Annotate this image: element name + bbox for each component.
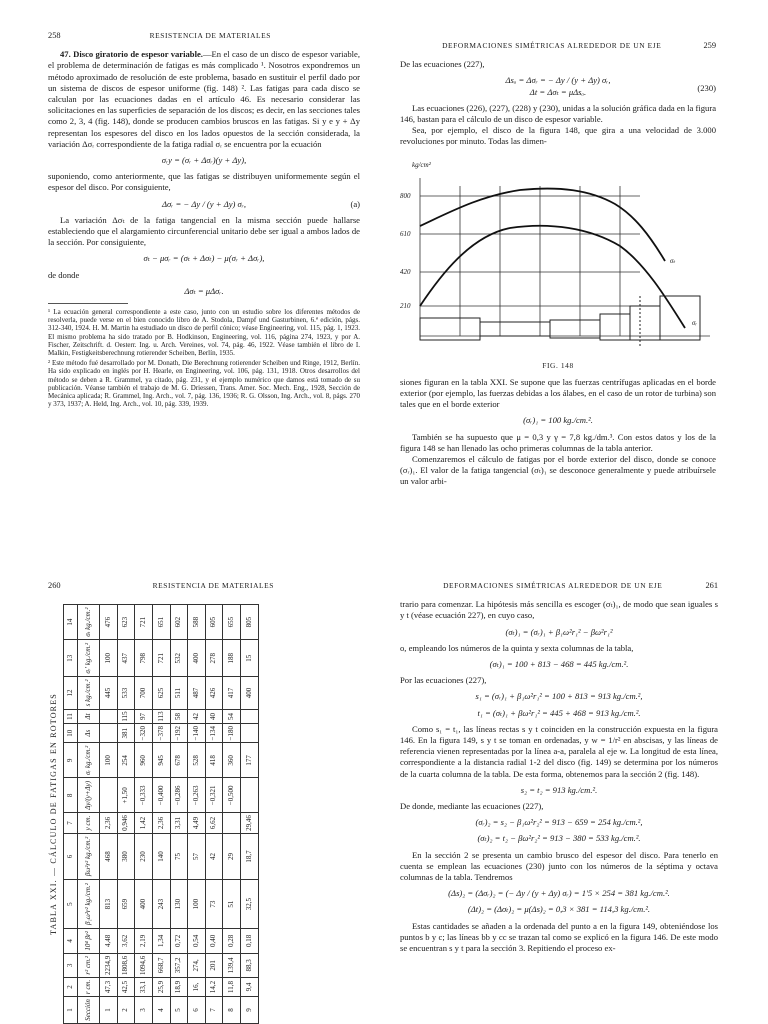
paragraph: Como s₁ = t₁, las líneas rectas s y t coinciden en la construcción expuesta en la figura 146. En la figura 149, s y t se toman en ordenadas, y w = 1/r² en abscisas, y las líneas de referencia vienen representadas por la línea a-a, paralela al eje w. La longitud de esta línea, correspondiente a la distancia radial 1-2 del disco (fig. 149) se determina por los números de la cuarta columna de la tabla. De esta forma, obtenemos para la sección 2 (fig. 148). [400,723,718,779]
table-cell: −0,500 [223,778,241,813]
table-row [152,605,170,1024]
table-cell: 4,48 [100,929,118,954]
y-tick: 210 [400,301,411,310]
equation-group [400,75,716,97]
equation: (σₜ)₁ = 100 + 813 − 468 = 445 kg./cm.². [489,659,629,670]
table-cell: 25,9 [152,977,170,996]
stress-diagram [400,156,716,356]
table-row [205,605,223,1024]
table-cell: 1,34 [152,929,170,954]
page-258 [48,30,360,506]
table-cell: 42 [188,709,206,723]
table-cell: 11,8 [223,977,241,996]
header-title: DEFORMACIONES SIMÉTRICAS ALREDEDOR DE UN EJE [443,581,663,590]
column-header: σᵣ' kg./cm.² [78,640,100,677]
column-header: y cm. [78,813,100,833]
equation: t₁ = (σₜ)₁ + βω²r₁² = 445 + 468 = 913 kg./cm.². [477,707,641,718]
footnote-rule [48,303,128,304]
table-cell [100,724,118,743]
grid [420,178,710,336]
equation-number: (230) [697,83,716,94]
running-header [48,30,360,41]
table-cell: 476 [100,605,118,640]
table-cell: 6 [188,996,206,1023]
table-cell: 73 [205,880,223,929]
table-cell: 100 [100,640,118,677]
table-cell: 18,9 [170,977,188,996]
table-cell: 659 [117,880,135,929]
equation: (Δs)₂ = (Δσᵣ)₂ = (− Δy / (y + Δy) σᵣ) = 1'5 × 254 = 381 kg./cm.². [448,888,670,899]
table-cell: −134 [205,724,223,743]
paragraph-text: —En el caso de un disco de espesor variable, el problema de determinación de fatigas es más complicado ¹. Nosotros expondremos un método aproximado de resolución de este problema, basado en sustituir el perfil dado por un sistema de discos de espesor uniforme (fig. 148) ². Las fatigas para cada disco se calculan por las ecuaciones dadas en el artículo 46. Es necesario considerar las solicitaciones en las superficies de separación de los discos; es decir, en las secciones tales como 2, 3, 4 (fig. 148), donde se producen cambios bruscos en las fatigas. Si y e y + Δy representan los espesores del disco en los lados opuestos de la sección considerada, la variación Δσᵣ correspondiente de la fatiga radial σᵣ se encuentra por la ecuación [48,49,360,149]
running-header [48,580,366,591]
column-header-row [78,605,100,1024]
table-cell: −0,286 [170,778,188,813]
table-cell: 418 [205,743,223,778]
table-cell: 177 [240,743,258,778]
table-cell: 5 [170,996,188,1023]
paragraph: o, empleando los números de la quinta y sexta columnas de la tabla, [400,642,634,653]
table-cell: 88,3 [240,953,258,977]
equation [48,199,360,210]
equation: (σₜ)₂ = t₂ − βω²r₂² = 913 − 380 = 533 kg./cm.². [477,833,641,844]
table-cell: 57 [188,833,206,879]
paragraph: suponiendo, como anteriormente, que las fatigas se distribuyen uniformemente según el espesor del disco. Por consiguiente, [48,171,360,193]
table-cell: 16, [188,977,206,996]
column-header: Δt [78,709,100,723]
column-header: r² cm.² [78,953,100,977]
table-cell [240,724,258,743]
table-cell: 54 [223,709,241,723]
table-cell [240,778,258,813]
table-title: TABLA XXI. — CÁLCULO DE FATIGAS EN ROTORES [49,693,58,935]
table-cell: 2 [117,996,135,1023]
figure-148 [400,156,716,356]
equation-body: Δσᵣ = − Δy / (y + Δy) σᵣ, [161,198,247,209]
paragraph: De donde, mediante las ecuaciones (227), [400,801,544,812]
table-cell: 243 [152,880,170,929]
table-cell: 798 [135,640,153,677]
section-number: 47. [60,49,71,60]
equation: Δσₜ = μΔσᵣ. [184,285,224,296]
table-cell: 278 [205,640,223,677]
header-title: DEFORMACIONES SIMÉTRICAS ALREDEDOR DE UN EJE [442,41,662,50]
table-row [223,605,241,1024]
column-header: βω²r² kg./cm.² [78,833,100,879]
table-cell: 51 [223,880,241,929]
paragraph: trario para comenzar. La hipótesis más sencilla es escoger (σₜ)₁, de modo que sean iguales s y t (véase ecuación 227), en cuyo caso, [400,599,718,621]
table-cell: 651 [152,605,170,640]
table-cell: 4 [152,996,170,1023]
paragraph: de donde [48,269,80,280]
table-cell: 528 [188,743,206,778]
column-number: 4 [64,929,78,954]
table-cell: 655 [223,605,241,640]
table-cell: 139,4 [223,953,241,977]
table-cell: 75 [170,833,188,879]
table-cell: 721 [152,640,170,677]
table-cell: +1,50 [117,778,135,813]
table-cell: 14,2 [205,977,223,996]
table-cell: 254 [117,743,135,778]
table-cell: 602 [170,605,188,640]
table-row [135,605,153,1024]
header-title: RESISTENCIA DE MATERIALES [149,31,271,40]
table-cell: 588 [188,605,206,640]
paragraph: Sea, por ejemplo, el disco de la figura 148, que gira a una velocidad de 3.000 revoluciones por minuto. Todas las dimen- [400,125,716,147]
table-cell: 130 [170,880,188,929]
table-cell: −0,400 [152,778,170,813]
page-259 [400,40,716,510]
table-cell: 805 [240,605,258,640]
column-number: 12 [64,677,78,710]
running-header [400,40,716,51]
table-cell: 100 [188,880,206,929]
table-cell: 201 [205,953,223,977]
table-cell: 511 [170,677,188,710]
y-tick: 420 [400,267,411,276]
column-number: 3 [64,953,78,977]
tangential-stress-curve [420,188,665,260]
table-cell: 8 [223,996,241,1023]
table-cell: 33,1 [135,977,153,996]
table-cell: 426 [205,677,223,710]
table-cell: 0,18 [240,929,258,954]
table-cell: 0,40 [205,929,223,954]
table-cell: −192 [170,724,188,743]
table-cell: 3 [135,996,153,1023]
table-row [240,605,258,1024]
table-row [170,605,188,1024]
equation: s₂ = t₂ = 913 kg./cm.². [520,784,598,795]
table-cell: −180 [223,724,241,743]
column-number: 2 [64,977,78,996]
table-cell: 15 [240,640,258,677]
table-cell: 9,4 [240,977,258,996]
table-row [188,605,206,1024]
paragraph: Estas cantidades se añaden a la ordenada del punto a en la figura 149, obteniéndose los puntos b y c; las líneas bb y cc se trazan tal como se explicó en la figura 146. De este modo se encuentran s y t para la sección 3. Repitiendo el proceso ex- [400,920,718,954]
table-cell [240,709,258,723]
table-cell: 2,36 [152,813,170,833]
page-number: 258 [48,31,61,40]
table-row [117,605,135,1024]
table-container [48,604,366,1024]
table-cell: −378 [152,724,170,743]
table-cell: 4,49 [188,813,206,833]
y-tick: 610 [400,229,411,238]
paragraph [48,49,360,150]
table-cell: 2234,9 [100,953,118,977]
table-cell: 140 [152,833,170,879]
section-title: Disco giratorio de espesor variable. [73,49,203,60]
figure-caption: FIG. 148 [542,360,574,370]
paragraph: La variación Δσₜ de la fatiga tangencial en la misma sección puede hallarse estableciendo que el alargamiento circunferencial unitario debe ser igual a ambos lados de la sección. Por consiguiente, [48,214,360,248]
axis-unit: kg/cm² [412,160,431,169]
table-cell: 700 [135,677,153,710]
column-header: σᵣ kg./cm.² [78,743,100,778]
paragraph: Comenzaremos el cálculo de fatigas por el borde exterior del disco, donde se conoce (σᵣ)₁. El valor de la fatiga tangencial (σₜ)₁ se desconoce generalmente y puede atribuírsele un valor arbi- [400,454,716,487]
table-cell: 1,42 [135,813,153,833]
table-cell: 7 [205,996,223,1023]
page-number: 261 [705,581,718,590]
column-number: 9 [64,743,78,778]
table-cell: 9 [240,996,258,1023]
table-cell: 42,5 [117,977,135,996]
table-cell [100,778,118,813]
equation: σₜ − μσᵣ = (σₜ + Δσₜ) − μ(σᵣ + Δσᵣ), [143,253,265,264]
table-cell: 400 [135,880,153,929]
table-cell: −0,321 [205,778,223,813]
y-tick: 800 [400,191,411,200]
column-header: r cm. [78,977,100,996]
table-cell: 113 [152,709,170,723]
column-header: Δy/(y+Δy) [78,778,100,813]
table-cell: −0,263 [188,778,206,813]
table-cell: 1094,6 [135,953,153,977]
equation: σᵣy = (σᵣ + Δσᵣ)(y + Δy), [161,155,247,166]
table-cell: 437 [117,640,135,677]
table-cell: −0,333 [135,778,153,813]
table-cell: 960 [135,743,153,778]
column-header: Sección [78,996,100,1023]
table-cell: 445 [100,677,118,710]
table-cell: 381 [117,724,135,743]
table-cell: 468 [100,833,118,879]
curve-label: σᵣ [692,318,698,327]
equation: (σₜ)₁ = (σᵣ)₁ + β₁ω²r₁² − βω²r₁² [505,626,613,637]
table-cell: 2,36 [100,813,118,833]
table-cell: 0,946 [117,813,135,833]
column-number: 1 [64,996,78,1023]
table-cell [223,813,241,833]
table-cell: 188 [223,640,241,677]
page-260 [48,580,366,1024]
column-number: 5 [64,880,78,929]
table-cell: 42 [205,833,223,879]
column-header: β₁ω²r² kg./cm.² [78,880,100,929]
stress-table [63,604,258,1024]
running-header [400,580,718,591]
rotated-table [48,604,366,1024]
column-header: σₜ kg./cm.² [78,605,100,640]
column-number: 11 [64,709,78,723]
curve-label: σₜ [670,256,676,265]
paragraph: Las ecuaciones (226), (227), (228) y (230), unidas a la solución gráfica dada en la figura 146, bastan para el cálculo de un disco de espesor variable. [400,102,716,125]
table-cell: 400 [188,640,206,677]
table-cell: 678 [170,743,188,778]
table-cell: 400 [240,677,258,710]
paragraph: También se ha supuesto que μ = 0,3 y γ = 7,8 kg./dm.³. Con estos datos y los de la figura 148 se han llenado las ocho primeras columnas de la tabla anterior. [400,431,716,453]
table-cell: 3,31 [170,813,188,833]
column-number: 10 [64,724,78,743]
table-cell: 487 [188,677,206,710]
equation: s₁ = (σᵣ)₁ + β₁ω²r₁² = 100 + 813 = 913 kg./cm.², [475,691,643,702]
table-cell: 357,2 [170,953,188,977]
table-body [100,605,258,1024]
table-cell: 29 [223,833,241,879]
equation: Δsₐ = Δσᵣ = − Δy / (y + Δy) σᵣ, [505,75,611,86]
equation: (σᵣ)₂ = s₂ − β₁ω²r₂² = 913 − 659 = 254 kg./cm.², [475,817,643,828]
paragraph: siones figuran en la tabla XXI. Se supone que las fuerzas centrífugas aplicadas en el borde exterior (por ejemplo, las fuerzas debidas a los álabes, en el caso de un rotor de turbina) son tales que en el borde exterior [400,376,716,410]
table-cell: 274, [188,953,206,977]
column-number: 6 [64,833,78,879]
footnote: ² Este método fué desarrollado por M. Donath, Die Berechnung rotierender Scheiben und Ringe, 1912, Berlín. Ha sido explicado en inglés por H. Hearle, en Engineering, vol. 106, pág. 131, 1918. Otros desarrollos del método se deben a R. Grammel, ya citado, pág. 231, y el ejemplo numérico que damos está tomado de su publicación. Véanse también el trabajo de M. G. Driessen, Trans. Amer. Soc. Mech. Eng., 1928, Sección de Mecánica aplicada; R. Grammel, Ing. Arch., vol. 7, pág. 136, 1936; R. G. Olsson, Ing. Arch., vol. 8, págs. 270 y 373, 1937; A. Held, Ing. Arch., vol. 10, pág. 339, 1939. [48,359,360,409]
table-cell: 100 [100,743,118,778]
column-header: s kg./cm.² [78,677,100,710]
table-cell: 1808,6 [117,953,135,977]
column-number: 8 [64,778,78,813]
table-row [100,605,118,1024]
table-cell: 115 [117,709,135,723]
table-cell: 6,62 [205,813,223,833]
column-number-row [64,605,78,1024]
disc-profile [420,296,700,346]
table-cell: 721 [135,605,153,640]
table-cell: 813 [100,880,118,929]
paragraph: De las ecuaciones (227), [400,59,485,70]
table-cell: 40 [205,709,223,723]
column-number: 7 [64,813,78,833]
column-header: Δs [78,724,100,743]
table-cell [100,709,118,723]
table-cell: 0,54 [188,929,206,954]
table-cell: −320 [135,724,153,743]
table-cell: 532 [170,640,188,677]
footnote: ¹ La ecuación general correspondiente a este caso, junto con un estudio sobre los diferentes métodos de resolverla, puede verse en el bien conocido libro de A. Stodola, Dampf und Gasturbinen, 6.ª edición, págs. 312-340, 1924. H. M. Martin ha estudiado un disco de perfil cónico; véase Engineering, vol. 115, pág. 1, 1923. El mismo problema ha sido tratado por B. Hodkinson, Engineering, vol. 116, página 274, 1923, y por A. Fischer, Zeitschrift. d. Oesterr. Ing. u. Arch. Vereines, vol. 74, pág. 46, 1922. Véase también el libro de I. Malkin, Festigkeitsberechnung rotierender Scheiben, Berlín, 1935. [48,308,360,358]
table-cell: 47,3 [100,977,118,996]
table-cell: −140 [188,724,206,743]
page-number: 260 [48,581,61,590]
table-cell: 0,72 [170,929,188,954]
header-title: RESISTENCIA DE MATERIALES [152,581,274,590]
table-cell: 32,5 [240,880,258,929]
paragraph: Por las ecuaciones (227), [400,675,487,686]
table-cell: 945 [152,743,170,778]
table-cell: 58 [170,709,188,723]
equation: Δt = Δσₜ = μΔsₐ. [529,86,587,97]
table-cell: 623 [117,605,135,640]
table-cell: 97 [135,709,153,723]
table-cell: 360 [223,743,241,778]
equation: (Δt)₂ = (Δσₜ)₂ = μ(Δs)₂ = 0,3 × 381 = 114,3 kg./cm.². [467,904,651,915]
table-cell: 29,46 [240,813,258,833]
table-cell: 230 [135,833,153,879]
table-cell: 417 [223,677,241,710]
equation: (σᵣ)₁ = 100 kg./cm.². [523,415,593,426]
table-cell: 533 [117,677,135,710]
paragraph: En la sección 2 se presenta un cambio brusco del espesor del disco. Para tenerlo en cuenta se emplean las ecuaciones (230) junto con los números de la séptima y octava columnas de la tabla. Tendremos [400,849,718,883]
table-cell: 2,19 [135,929,153,954]
column-header: 10⁴ βr² [78,929,100,954]
column-number: 14 [64,605,78,640]
table-cell: 0,28 [223,929,241,954]
equation-number: (a) [350,198,360,209]
table-cell: 625 [152,677,170,710]
table-cell: 668,7 [152,953,170,977]
table-cell: 605 [205,605,223,640]
column-number: 13 [64,640,78,677]
table-cell: 18,7 [240,833,258,879]
page-261 [400,580,718,1024]
table-cell: 1 [100,996,118,1023]
table-cell: 380 [117,833,135,879]
page-number: 259 [703,41,716,50]
table-cell: 3,62 [117,929,135,954]
